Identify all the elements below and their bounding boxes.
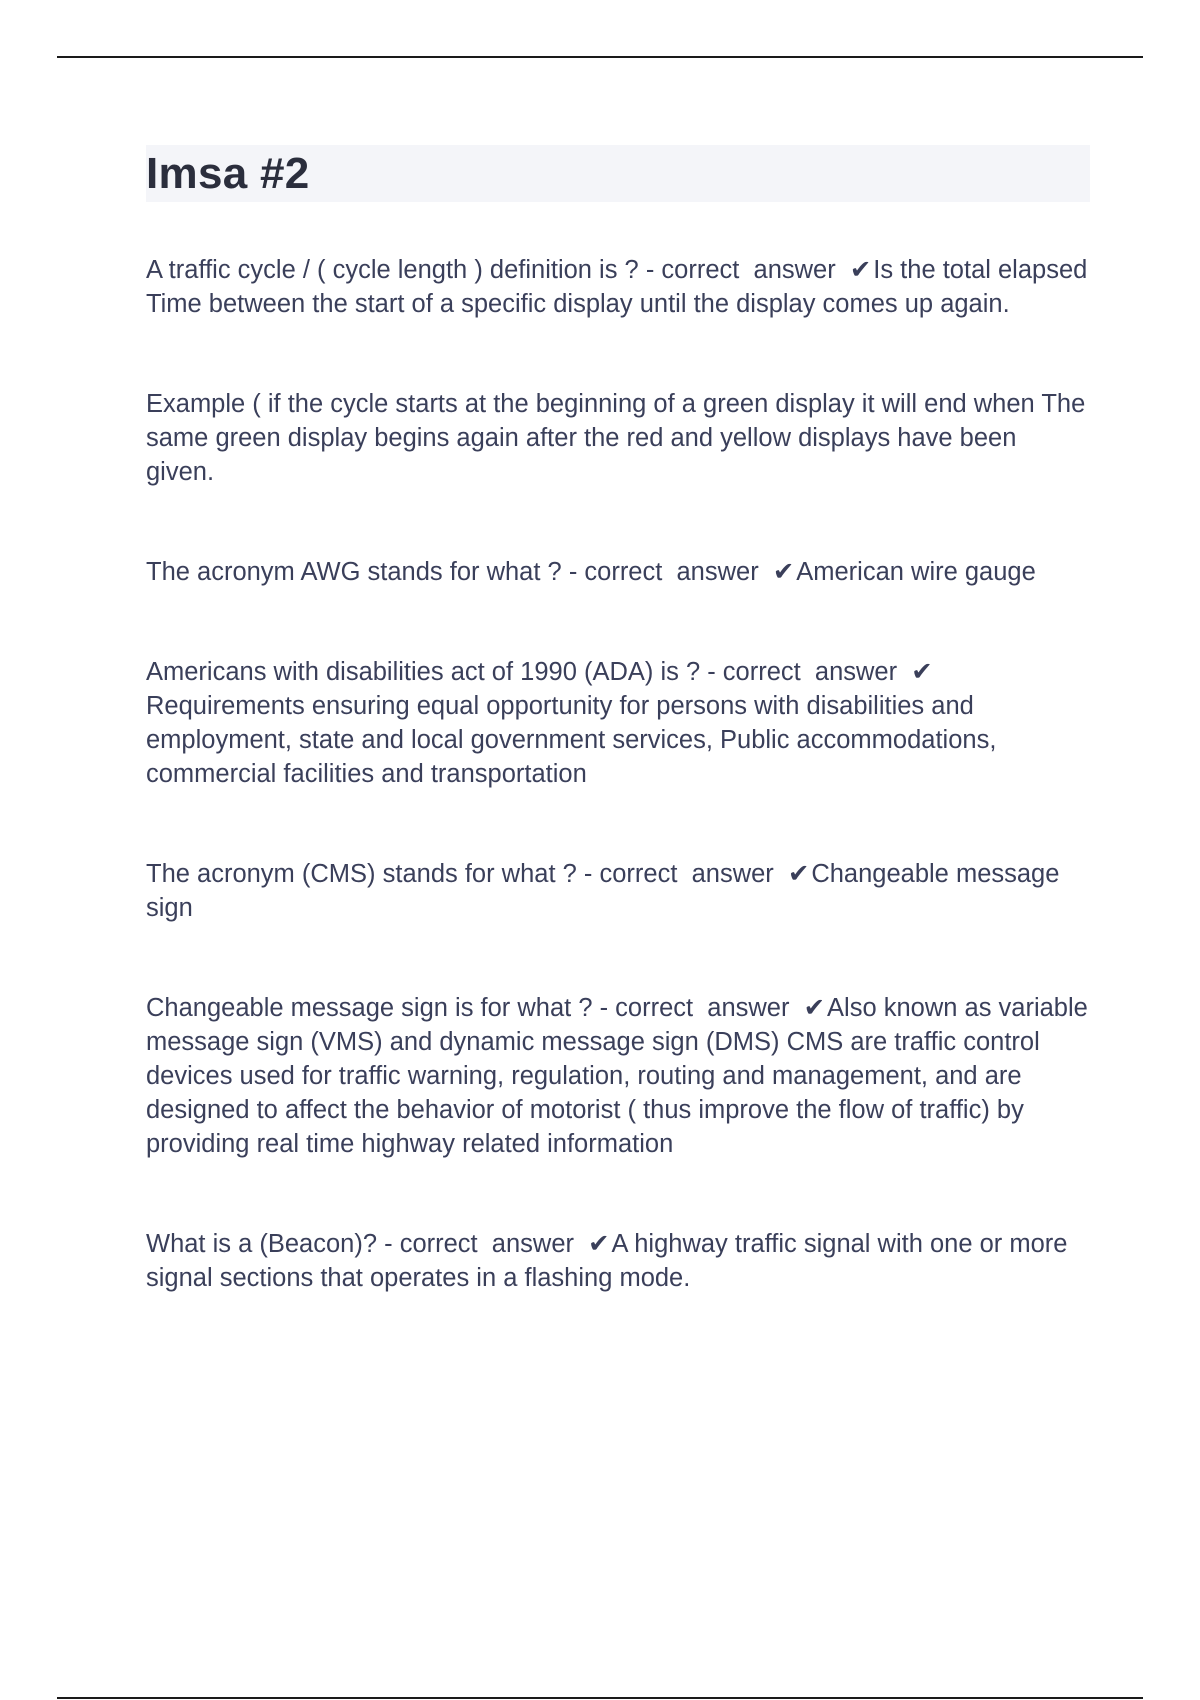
- answer-text: Requirements ensuring equal opportunity for persons with disabilities and employment, state and local government services, Public accommodations, commercial facilities and transportation: [146, 692, 997, 788]
- question-text: What is a (Beacon)?: [146, 1230, 378, 1258]
- qa-item-cycle-length: [146, 253, 1090, 321]
- answer-separator: - correct answer: [638, 256, 850, 284]
- example-text: Example ( if the cycle starts at the beginning of a green display it will end when The same green display begins again after the red and yellow displays have been given.: [146, 390, 1086, 486]
- qa-item-cms-purpose: [146, 991, 1090, 1161]
- answer-text: American wire gauge: [796, 558, 1036, 586]
- question-text: The acronym (CMS) stands for what ?: [146, 860, 577, 888]
- check-icon: ✔: [911, 658, 933, 686]
- answer-separator: - correct answer: [576, 860, 788, 888]
- check-icon: ✔: [849, 256, 872, 284]
- question-text: Changeable message sign is for what ?: [146, 994, 593, 1022]
- top-rule: [57, 56, 1143, 58]
- qa-list: [146, 253, 1090, 1295]
- answer-text: Also known as variable message sign (VMS) and dynamic message sign (DMS) CMS are traffic control devices used for traffic warning, regulation, routing and management, and are designed to affect the behavior of motorist ( thus improve the flow of traffic) by providing real time highway related information: [146, 994, 1088, 1158]
- qa-item-cms-acronym: [146, 857, 1090, 925]
- answer-text: A highway traffic signal with one or more signal sections that operates in a flashing mode.: [146, 1230, 1068, 1292]
- question-text: A traffic cycle / ( cycle length ) definition is ?: [146, 256, 639, 284]
- qa-item-awg: [146, 555, 1090, 589]
- qa-item-beacon: [146, 1227, 1090, 1295]
- answer-separator: - correct answer: [700, 658, 912, 686]
- question-text: Americans with disabilities act of 1990 (ADA) is ?: [146, 658, 701, 686]
- document-title: Imsa #2: [146, 148, 310, 198]
- answer-separator: - correct answer: [377, 1230, 589, 1258]
- question-text: The acronym AWG stands for what ?: [146, 558, 562, 586]
- answer-text: Changeable message sign: [146, 860, 1060, 922]
- bottom-rule: [57, 1697, 1143, 1699]
- check-icon: ✔: [588, 1230, 610, 1258]
- answer-text: Is the total elapsed Time between the start of a specific display until the display comes up again.: [146, 256, 1088, 318]
- qa-item-example: [146, 387, 1090, 489]
- title-bar: [146, 145, 1090, 202]
- check-icon: ✔: [772, 558, 795, 586]
- document-body: [146, 145, 1090, 1295]
- qa-item-ada: [146, 655, 1090, 791]
- answer-separator: - correct answer: [561, 558, 773, 586]
- check-icon: ✔: [803, 994, 826, 1022]
- check-icon: ✔: [787, 860, 810, 888]
- answer-separator: - correct answer: [592, 994, 804, 1022]
